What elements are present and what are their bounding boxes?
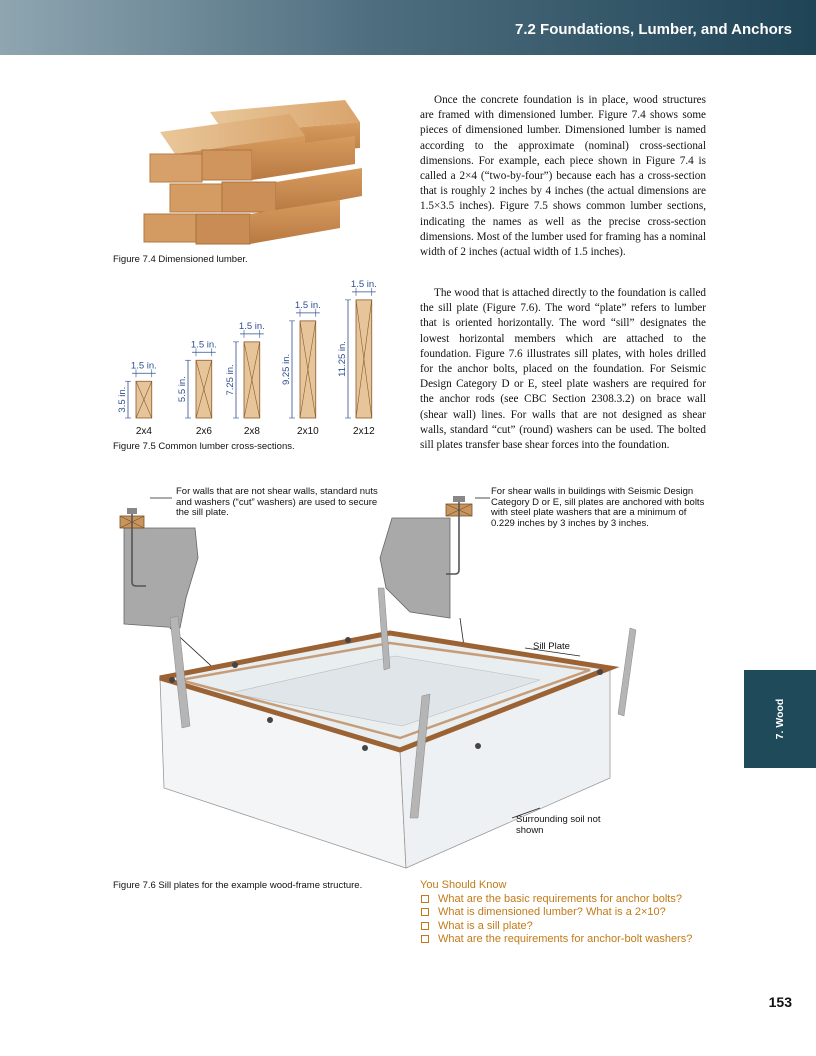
body-paragraph-2: The wood that is attached directly to the foundation is called the sill plate (Figure 7.6). The word “plate” refers to lumber that is oriented horizontally. The word “sill” designates the lowest horizontal members which are attached to the foundation. Figure 7.6 illustrates sill plates, with holes drilled for the anchor bolts, placed on the foundation. For Seismic Design Category D or E, steel plate washers are required for the anchor rods (see CBC Section 2308.3.2) on brace wall (shear wall) lines. For walls that are not designed as shear walls, standard “cut” (round) washers can be used. The bolted sill plates transfer base shear forces into the foundation. [420,287,706,452]
lumber-height-label: 11.25 in. [337,341,348,377]
lumber-height-label: 5.5 in. [177,376,188,403]
figure-7-5-caption: Figure 7.5 Common lumber cross-sections. [113,441,295,452]
chapter-tab-label: 7. Wood [774,698,786,740]
lumber-width-label: 1.5 in. [238,320,265,332]
question-item: What is dimensioned lumber? What is a 2×10? [420,906,692,918]
chapter-tab[interactable] [744,670,816,768]
checkbox-icon [421,895,429,903]
lumber-height-label: 9.25 in. [281,353,292,386]
lumber-name-label: 2x12 [353,426,375,437]
left-annotation: For walls that are not shear walls, standard nuts and washers (“cut” washers) are used to secure the sill plate. [176,486,378,518]
question-item: What are the basic requirements for anchor bolts? [420,893,692,905]
lumber-cross-sections [104,270,404,440]
sill-plate-label: Sill Plate [533,641,570,652]
figure-7-4-caption: Figure 7.4 Dimensioned lumber. [113,254,248,265]
you-should-know-title: You Should Know [420,879,507,891]
lumber-name-label: 2x8 [243,426,260,437]
lumber-width-label: 1.5 in. [130,360,157,372]
lumber-photo [140,92,370,252]
you-should-know [420,879,692,945]
question-item: What are the requirements for anchor-bolt washers? [420,933,692,945]
page-header [0,0,816,55]
lumber-width-label: 1.5 in. [350,278,377,290]
lumber-name-label: 2x6 [195,426,212,437]
soil-label: Surrounding soil not shown [516,814,601,836]
question-item: What is a sill plate? [420,920,692,932]
body-paragraph-1: Once the concrete foundation is in place, wood structures are framed with dimensioned lumber. Figure 7.4 shows some pieces of dimensioned lumber. Dimensioned lumber is named according to the approximate (nominal) cross-sectional dimensions. For example, each piece shown in Figure 7.4 is called a 2×4 (“two-by-four”) because each has a cross-section that is roughly 2 inches by 4 inches (the actual dimensions are 1.5×3.5 inches). Figure 7.5 shows common lumber sections, indicating the names as well as the precise cross-section dimensions. Most of the lumber used for framing has a nominal width of 2 inches (actual width of 1.5 inches). [420,94,706,259]
lumber-width-label: 1.5 in. [294,299,321,311]
checkbox-icon [421,935,429,943]
section-title: 7.2 Foundations, Lumber, and Anchors [515,21,792,38]
lumber-height-label: 7.25 in. [225,364,236,396]
right-annotation: For shear walls in buildings with Seismic Design Category D or E, sill plates are anchored with bolts with steel plate washers that are a minimum of 0.229 inches by 3 inches by 3 inches. [491,486,705,529]
lumber-name-label: 2x4 [135,426,152,437]
figure-7-6-caption: Figure 7.6 Sill plates for the example wood-frame structure. [113,880,363,891]
lumber-width-label: 1.5 in. [190,339,217,351]
checkbox-icon [421,922,429,930]
lumber-name-label: 2x10 [297,426,319,437]
checkbox-icon [421,908,429,916]
page-number: 153 [768,994,792,1010]
lumber-height-label: 3.5 in. [117,386,128,413]
